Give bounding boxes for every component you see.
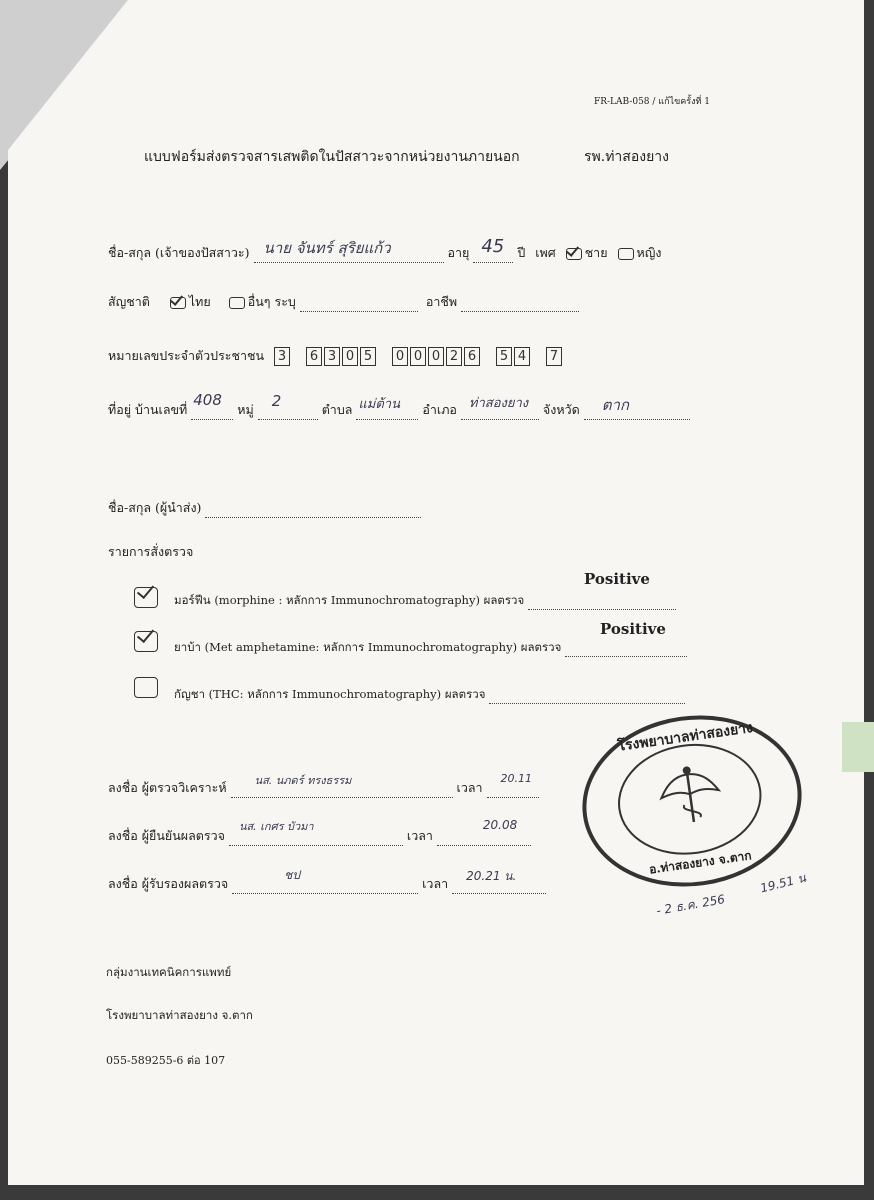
time-label: เวลา — [422, 876, 449, 891]
province-label: จังหวัด — [542, 402, 580, 417]
id-digits — [274, 348, 574, 363]
certify-row — [108, 868, 546, 894]
id-group — [306, 347, 378, 366]
nationality-label: สัญชาติ — [108, 294, 150, 309]
test-result-field — [528, 595, 676, 610]
footer-dept: กลุ่มงานเทคนิคการแพทย์ — [106, 965, 232, 979]
other-checkbox[interactable] — [229, 297, 245, 309]
amphoe-field — [461, 396, 539, 420]
certify-time: 20.21 น. — [466, 869, 517, 883]
id-digit: 5 — [360, 347, 376, 366]
age-label: อายุ — [447, 245, 470, 260]
analyst-row — [108, 772, 539, 798]
id-digit: 0 — [342, 347, 358, 366]
name-label: ชื่อ-สกุล (เจ้าของปัสสาวะ) — [108, 245, 250, 260]
sender-field — [205, 503, 421, 518]
test-checkbox-thc[interactable] — [134, 677, 158, 698]
id-digit: 2 — [446, 347, 462, 366]
amphoe-value: ท่าสองยาง — [468, 396, 529, 411]
received-date: - 2 ธ.ค. 256 — [655, 892, 726, 918]
id-digit: 5 — [496, 347, 512, 366]
amphoe-label: อำเภอ — [422, 402, 457, 417]
analyst-time-field — [487, 772, 539, 798]
test-label: ยาบ้า (Met amphetamine: หลักการ Immunochromatography) ผลตรวจ — [174, 640, 562, 654]
footer-phone: 055-589255-6 ต่อ 107 — [106, 1054, 226, 1067]
id-row — [108, 346, 574, 366]
address-row — [108, 391, 690, 420]
female-label: หญิง — [636, 245, 662, 260]
moo-label: หมู่ — [237, 402, 254, 417]
analyst-field — [231, 774, 453, 798]
test-thc-row — [174, 686, 685, 704]
side-tab — [842, 722, 874, 772]
received-time: 19.51 น — [758, 870, 808, 896]
id-digit: 6 — [464, 347, 480, 366]
id-digit: 6 — [306, 347, 322, 366]
test-label: กัญชา (THC: หลักการ Immunochromatography) ผลตรวจ — [174, 687, 486, 701]
thai-label: ไทย — [188, 294, 211, 309]
id-digit: 0 — [428, 347, 444, 366]
stamp-top-text: โรงพยาบาลท่าสองยาง — [616, 719, 754, 755]
age-field — [473, 236, 513, 263]
male-label: ชาย — [584, 245, 608, 260]
year-label: ปี — [517, 245, 526, 260]
test-result-field — [565, 642, 687, 657]
tambon-field — [356, 397, 418, 420]
id-digit: 0 — [392, 347, 408, 366]
confirm-label: ลงชื่อ ผู้ยืนยันผลตรวจ — [108, 828, 225, 843]
test-label: มอร์ฟีน (morphine : หลักการ Immunochromatography) ผลตรวจ — [174, 593, 525, 607]
test-morphine-row — [174, 592, 676, 610]
form-code: FR-LAB-058 / แก้ไขครั้งที่ 1 — [594, 97, 710, 107]
time-label: เวลา — [456, 780, 483, 795]
sender-row — [108, 498, 421, 518]
form-title: แบบฟอร์มส่งตรวจสารเสพติดในปัสสาวะจากหน่วยงานภายนอก — [144, 149, 520, 165]
house-field — [191, 391, 233, 420]
age-value: 45 — [481, 236, 505, 257]
stamp-bottom-text: อ.ท่าสองยาง จ.ตาก — [648, 848, 753, 877]
address-label: ที่อยู่ บ้านเลขที่ — [108, 402, 188, 417]
tambon-value: แม่ต้าน — [358, 397, 400, 412]
hospital-short: รพ.ท่าสองยาง — [584, 149, 669, 165]
confirm-time-field — [437, 818, 531, 846]
id-group — [274, 347, 292, 366]
patient-name-row — [108, 236, 662, 263]
confirm-field — [229, 820, 403, 846]
analyst-signature: นส. นภดร์ ทรงธรรม — [254, 774, 352, 787]
province-field — [584, 396, 690, 420]
test-checkbox-morphine[interactable] — [134, 587, 158, 608]
confirm-signature: นส. เกศร บัวมา — [238, 820, 314, 833]
tests-header: รายการสั่งตรวจ — [108, 544, 194, 559]
male-checkbox[interactable] — [566, 248, 582, 260]
other-label: อื่นๆ ระบุ — [247, 294, 296, 309]
name-field — [254, 239, 444, 263]
id-group — [546, 347, 564, 366]
nationality-row — [108, 292, 579, 312]
test-checkbox-amphetamine[interactable] — [134, 631, 158, 652]
certify-label: ลงชื่อ ผู้รับรองผลตรวจ — [108, 876, 229, 891]
id-digit: 3 — [274, 347, 290, 366]
thai-checkbox[interactable] — [170, 297, 186, 309]
time-label: เวลา — [406, 828, 433, 843]
province-value: ตาก — [601, 396, 629, 414]
occupation-label: อาชีพ — [425, 294, 458, 309]
tambon-label: ตำบล — [321, 402, 353, 417]
id-digit: 7 — [546, 347, 562, 366]
confirm-row — [108, 818, 531, 846]
certify-time-field — [452, 869, 546, 894]
test-result-field — [489, 689, 685, 704]
moo-field — [258, 392, 318, 420]
id-group — [496, 347, 532, 366]
sender-label: ชื่อ-สกุล (ผู้นำส่ง) — [108, 500, 202, 515]
id-digit: 0 — [410, 347, 426, 366]
name-value: นาย จันทร์ สุริยแก้ว — [263, 239, 391, 257]
occupation-field — [461, 297, 579, 312]
house-value: 408 — [193, 391, 222, 409]
id-label: หมายเลขประจำตัวประชาชน — [108, 348, 265, 363]
confirm-time: 20.08 — [482, 818, 518, 832]
id-digit: 4 — [514, 347, 530, 366]
certify-field — [232, 868, 418, 894]
sex-label: เพศ — [535, 245, 556, 260]
analyst-time: 20.11 — [500, 772, 533, 785]
id-group — [392, 347, 482, 366]
female-checkbox[interactable] — [618, 248, 634, 260]
certify-signature: ชป — [284, 868, 300, 882]
test-result-morphine: Positive — [584, 570, 650, 588]
test-result-amphetamine: Positive — [600, 620, 666, 638]
other-field — [300, 297, 418, 312]
moo-value: 2 — [271, 392, 282, 410]
analyst-label: ลงชื่อ ผู้ตรวจวิเคราะห์ — [108, 780, 227, 795]
emblem-icon — [651, 756, 730, 835]
id-digit: 3 — [324, 347, 340, 366]
test-amphetamine-row — [174, 639, 687, 657]
footer-hospital: โรงพยาบาลท่าสองยาง จ.ตาก — [106, 1008, 253, 1022]
